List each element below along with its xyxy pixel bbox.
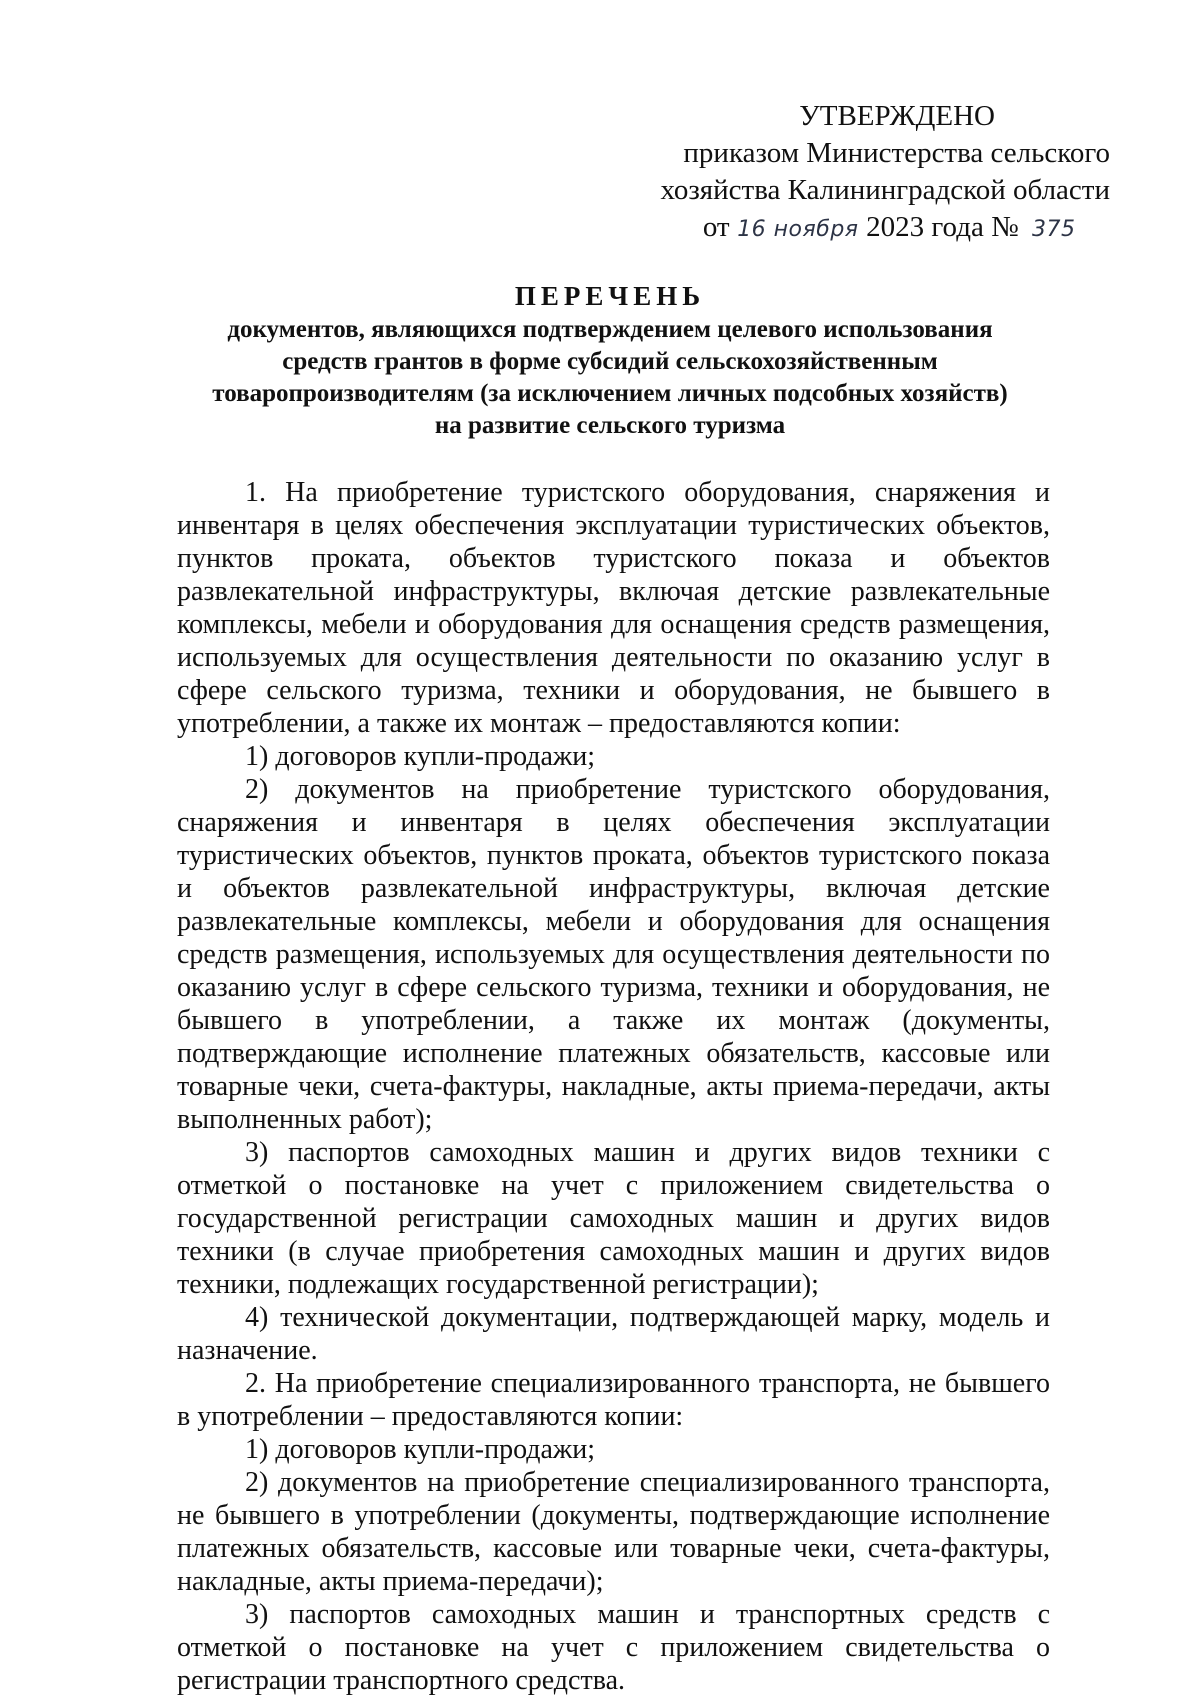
approval-line-1: приказом Министерства сельского (683, 137, 1110, 169)
heading-line-4: на развитие сельского туризма (434, 412, 786, 439)
approval-title: УТВЕРЖДЕНО (799, 100, 995, 132)
paragraph-item-1: 1. На приобретение туристского оборудования, снаряжения и инвентаря в целях обеспечения эксплуатации туристических объектов, пунктов проката, объектов туристского показа и объектов развлекательной инфраструктуры, включая детские развлекательные комплексы, мебели и оборудования для оснащения средств размещения, используемых для осуществления деятельности по оказанию услуг в сфере сельского туризма, техники и оборудования, не бывшего в употреблении, а также их монтаж – предоставляются копии: (177, 477, 1050, 739)
date-year: 2023 года № (866, 211, 1019, 243)
heading-title: ПЕРЕЧЕНЬ (514, 281, 706, 311)
approval-stamp-block (630, 98, 1110, 248)
document-heading (180, 280, 1040, 442)
paragraph-item-2: 2. На приобретение специализированного транспорта, не бывшего в употреблении – предоставляются копии: (177, 1368, 1050, 1432)
paragraph-item-1-4: 4) технической документации, подтверждающей марку, модель и назначение. (177, 1302, 1050, 1366)
approval-date-line (630, 209, 1110, 248)
date-prefix: от (702, 211, 730, 243)
handwritten-order-number: 375 (1032, 217, 1076, 242)
document-body (177, 476, 1050, 1697)
approval-line-2: хозяйства Калининградской области (660, 174, 1110, 206)
paragraph-item-1-3: 3) паспортов самоходных машин и других видов техники с отметкой о постановке на учет с приложением свидетельства о государственной регистрации самоходных машин и других видов техники (в случае приобретения самоходных машин и других видов техники, подлежащих государственной регистрации); (177, 1137, 1050, 1300)
paragraph-item-1-2: 2) документов на приобретение туристского оборудования, снаряжения и инвентаря в целях обеспечения эксплуатации туристических объектов, пунктов проката, объектов туристского показа и объектов развлекательной инфраструктуры, включая детские развлекательные комплексы, мебели и оборудования для оснащения средств размещения, используемых для осуществления деятельности по оказанию услуг в сфере сельского туризма, техники и оборудования, не бывшего в употреблении, а также их монтаж (документы, подтверждающие исполнение платежных обязательств, кассовые или товарные чеки, счета-фактуры, накладные, акты приема-передачи, акты выполненных работ); (177, 774, 1050, 1135)
paragraph-item-1-1: 1) договоров купли-продажи; (245, 741, 596, 772)
heading-line-1: документов, являющихся подтверждением целевого использования (227, 316, 993, 343)
heading-line-2: средств грантов в форме субсидий сельскохозяйственным (282, 348, 938, 375)
paragraph-item-2-3: 3) паспортов самоходных машин и транспортных средств с отметкой о постановке на учет с приложением свидетельства о регистрации транспортного средства. (177, 1599, 1050, 1696)
handwritten-date: 16 ноября (737, 217, 859, 242)
paragraph-item-2-1: 1) договоров купли-продажи; (245, 1434, 596, 1465)
heading-line-3: товаропроизводителям (за исключением личных подсобных хозяйств) (212, 380, 1008, 407)
paragraph-item-2-2: 2) документов на приобретение специализированного транспорта, не бывшего в употреблении (документы, подтверждающие исполнение платежных обязательств, кассовые или товарные чеки, счета-фактуры, накладные, акты приема-передачи); (177, 1467, 1050, 1597)
